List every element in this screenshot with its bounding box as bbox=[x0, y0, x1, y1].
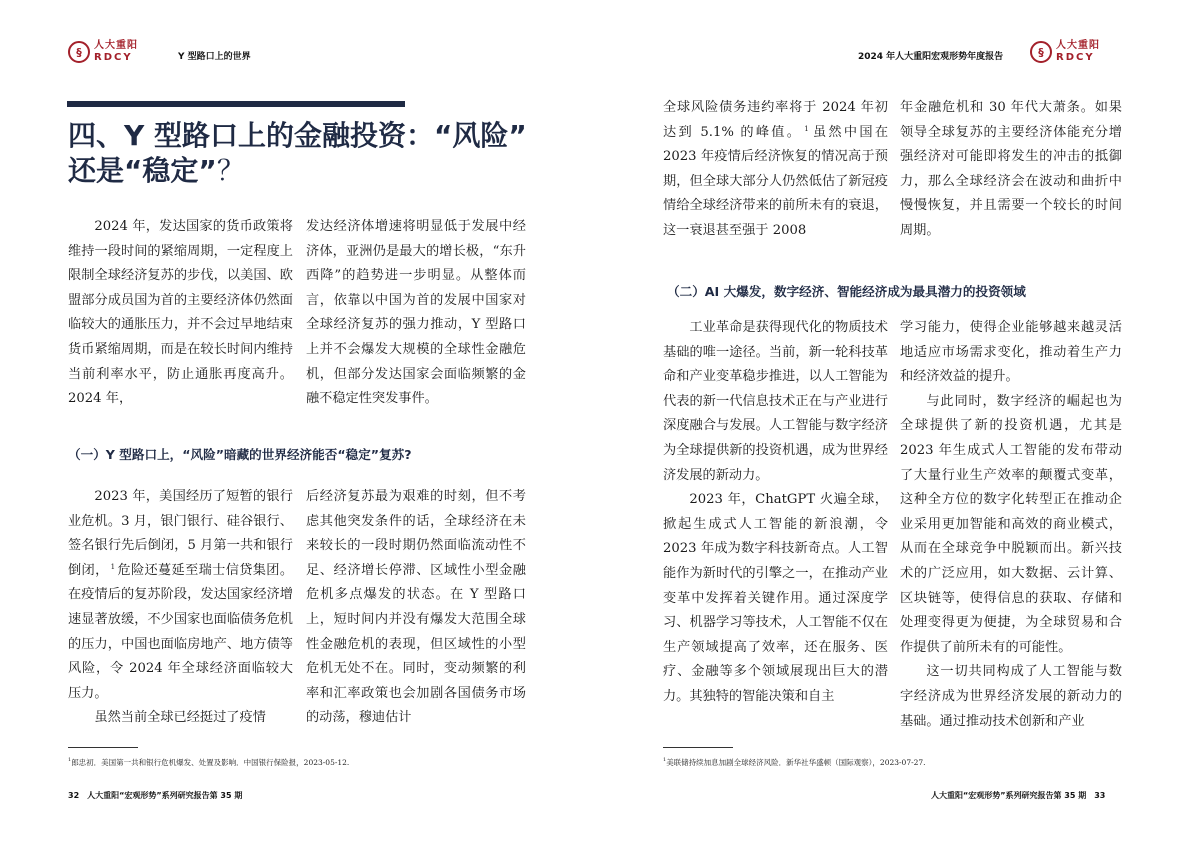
paragraph: 后经济复苏最为艰难的时刻，但不考虑其他突发条件的话，全球经济在未来较长的一段时期仍然面临流动性不足、经济增长停滞、区域性小型金融危机多点爆发的状态。在 Y 型路口上，短时间内并没有爆发大范围全球性金融危机的表现，但区域性的小型危机无处不在。同时，变动频繁的利率和汇率政策也会加剧各国债务市场的动荡，穆迪估计 bbox=[306, 489, 526, 726]
left-col-1-top bbox=[68, 215, 293, 412]
right-col-1-bottom bbox=[663, 316, 888, 710]
page-footer-left: 32 人大重阳“宏观形势”系列研究报告第 35 期 bbox=[68, 791, 243, 800]
left-col-2-top bbox=[306, 215, 526, 412]
logo-cn: 人大重阳 bbox=[94, 40, 138, 51]
heading-question-mark: ？ bbox=[216, 154, 245, 187]
paragraph: 全球风险债务违约率将于 2024 年初达到 5.1% 的峰值。 $^1$ 虽然中国在 2023 年疫情后经济恢复的情况高于预期，但全球大部分人仍然低估了新冠疫情给全球经济带来的前所未有的衰退，这一衰退甚至强于 2008 bbox=[663, 100, 889, 238]
paragraph: 工业革命是获得现代化的物质技术基础的唯一途径。当前，新一轮科技革命和产业变革稳步推进，以人工智能为代表的新一代信息技术正在与产业进行深度融合与发展。人工智能与数字经济为全球提供新的投资机遇，成为世界经济发展的新动力。 bbox=[663, 320, 888, 483]
paragraph: 学习能力，使得企业能够越来越灵活地适应市场需求变化，推动着生产力和经济效益的提升。 bbox=[900, 320, 1122, 385]
right-col-2-bottom bbox=[900, 316, 1122, 734]
paragraph: 2023 年，美国经历了短暂的银行业危机。3 月，银门银行、硅谷银行、签名银行先后倒闭，5 月第一共和银行倒闭， $^1$ 危险还蔓延至瑞士信贷集团。在疫情后的复苏阶段，发达国家经济增速显著放缓，不少国家也面临债务危机的压力，中国也面临房地产、地方债等风险，令 2024 年全球经济面临较大压力。 bbox=[68, 489, 294, 701]
seal-icon: § bbox=[1030, 41, 1052, 63]
footnote-ref[interactable]: 1 bbox=[804, 124, 809, 133]
heading-line-2: 还是“稳定” bbox=[68, 154, 217, 187]
paragraph: 2024 年，发达国家的货币政策将维持一段时间的紧缩周期，一定程度上限制全球经济复苏的步伐，以美国、欧盟部分成员国为首的主要经济体仍然面临较大的通胀压力，并不会过早地结束货币紧缩周期，而是在较长时间内维持当前利率水平，防止通胀再度高升。2024 年， bbox=[68, 219, 293, 407]
paragraph: 2023 年，ChatGPT 火遍全球，掀起生成式人工智能的新浪潮，令 2023 年成为数字科技新奇点。人工智能作为新时代的引擎之一，在推动产业变革中发挥着关键作用。通过深度学习、机器学习等技术，人工智能不仅在生产领域提高了效率，还在服务、医疗、金融等多个领域展现出巨大的潜力。其独特的智能决策和自主 bbox=[663, 492, 888, 704]
rdcy-logo bbox=[68, 41, 138, 63]
sub-heading-2: （二）AI 大爆发，数字经济、智能经济成为最具潜力的投资领域 bbox=[667, 284, 1026, 299]
right-col-2-top bbox=[900, 96, 1122, 244]
footnote-rule bbox=[68, 747, 138, 748]
footnote: $^1$美联储持续加息加剧全球经济风险．新华社华盛顿（国际观察），2023-07-27. bbox=[663, 757, 926, 767]
running-header-right: 2024 年人大重阳宏观形势年度报告 bbox=[858, 52, 1004, 62]
paragraph: 这一切共同构成了人工智能与数字经济成为世界经济发展的新动力的基础。通过推动技术创新和产业 bbox=[900, 664, 1122, 729]
left-col-2-bottom bbox=[306, 485, 526, 731]
paragraph: 虽然当前全球已经挺过了疫情 bbox=[94, 710, 266, 726]
paragraph: 年金融危机和 30 年代大萧条。如果领导全球复苏的主要经济体能充分增强经济对可能即将发生的冲击的抵御力，那么全球经济会在波动和曲折中慢慢恢复，并且需要一个较长的时间周期。 bbox=[900, 100, 1122, 238]
paragraph: 与此同时，数字经济的崛起也为全球提供了新的投资机遇，尤其是 2023 年生成式人工智能的发布带动了大量行业生产效率的颠覆式变革，这种全方位的数字化转型正在推动企业采用更加智能和高效的商业模式，从而在全球竞争中脱颖而出。新兴技术的广泛应用，如大数据、云计算、区块链等，使得信息的获取、存储和处理变得更为便捷，为全球贸易和合作提供了前所未有的可能性。 bbox=[900, 393, 1122, 655]
right-page bbox=[595, 0, 1190, 841]
page-footer-right: 人大重阳“宏观形势”系列研究报告第 35 期 33 bbox=[931, 791, 1106, 800]
footnote-rule bbox=[663, 747, 733, 748]
left-col-1-bottom bbox=[68, 485, 293, 731]
logo-cn: 人大重阳 bbox=[1056, 40, 1100, 51]
running-header-left: Y 型路口上的世界 bbox=[178, 52, 251, 62]
seal-icon: § bbox=[68, 41, 90, 63]
sub-heading-1: （一）Y 型路口上，“风险”暗藏的世界经济能否“稳定”复苏? bbox=[68, 447, 412, 462]
paragraph: 发达经济体增速将明显低于发展中经济体，亚洲仍是最大的增长极，“东升西降”的趋势进一步明显。从整体而言，依靠以中国为首的发展中国家对全球经济复苏的强力推动，Y 型路口上并不会爆发大规模的全球性金融危机，但部分发达国家会面临频繁的金融不稳定性突发事件。 bbox=[306, 219, 526, 407]
rdcy-logo bbox=[1030, 41, 1100, 63]
right-col-1-top bbox=[663, 96, 888, 244]
footnote: $^1$郎忠初．美国第一共和银行危机爆发、处置及影响．中国银行保险报，2023-05-12. bbox=[68, 757, 350, 767]
section-heading bbox=[68, 118, 538, 188]
logo-en: RDCY bbox=[94, 52, 133, 63]
heading-bar bbox=[67, 101, 405, 107]
logo-en: RDCY bbox=[1056, 52, 1095, 63]
footnote-ref[interactable]: 1 bbox=[110, 562, 116, 571]
heading-line-1: 四、Y 型路口上的金融投资：“风险” bbox=[68, 119, 527, 152]
